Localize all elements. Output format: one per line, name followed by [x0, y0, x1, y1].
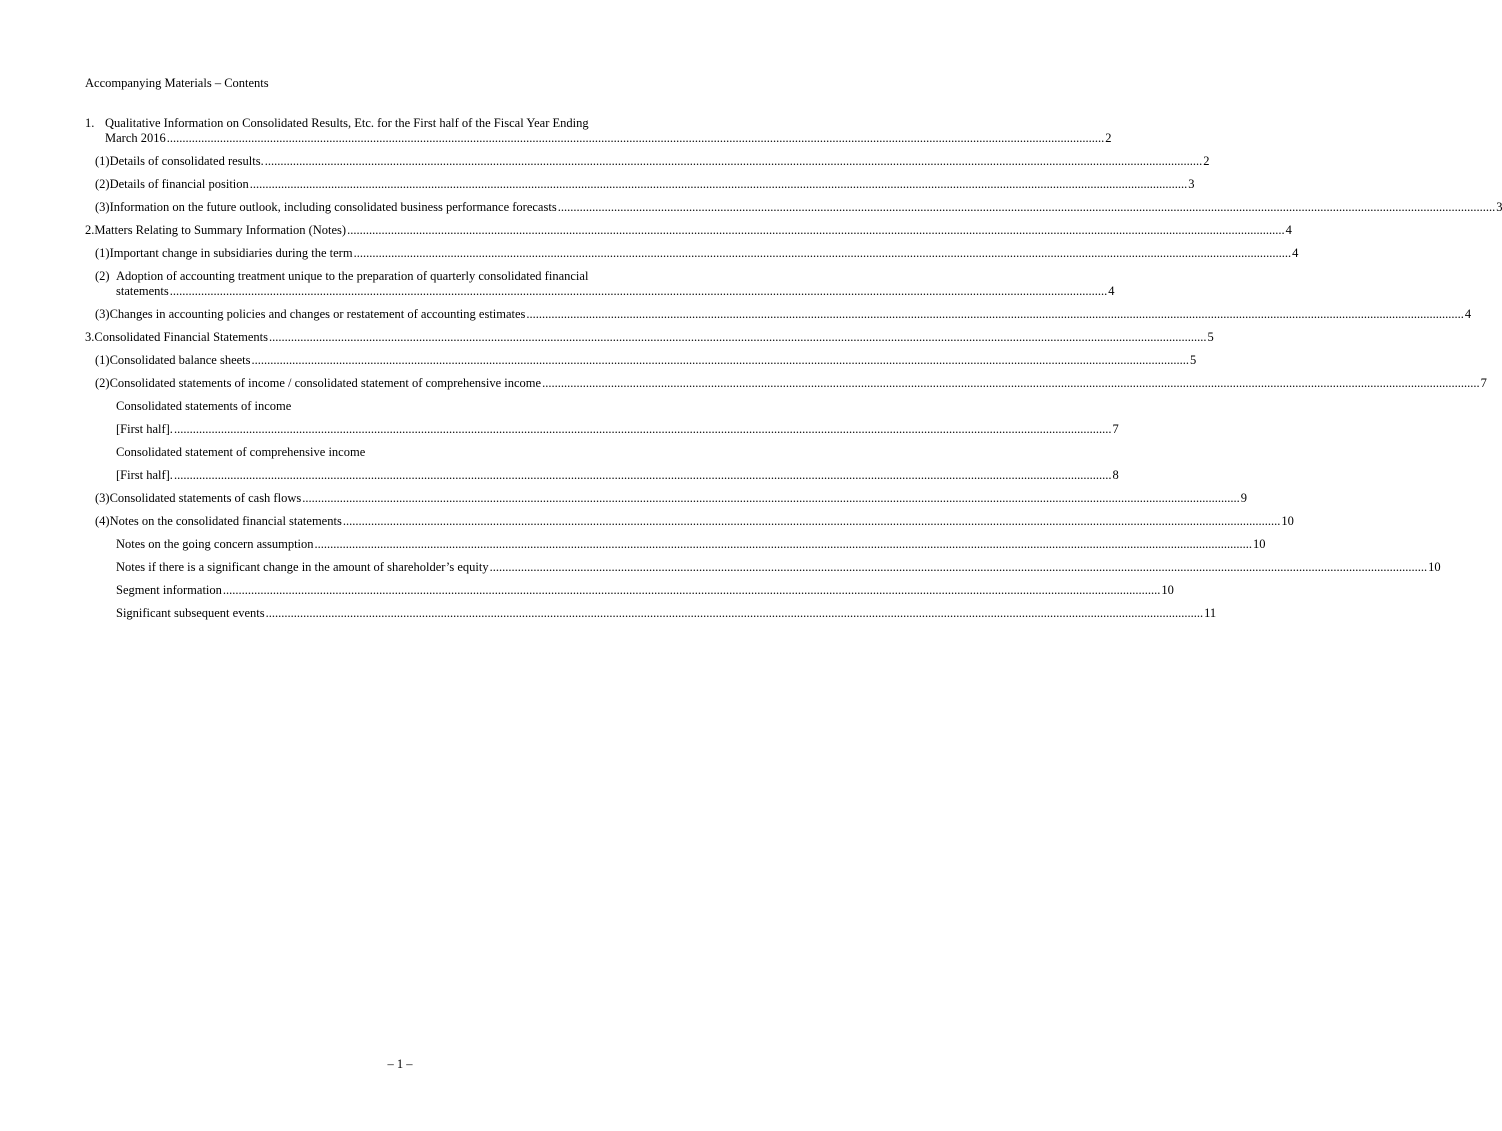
toc-entry-line: [116, 560, 1441, 575]
toc-entry-title: [First half].: [116, 468, 173, 482]
dot-leader: ............................................................................................................................................................................................................................................................................................................: [169, 284, 1108, 298]
toc-entry-title: Segment information: [116, 583, 222, 597]
toc-page-number: 4: [1464, 307, 1472, 321]
dot-leader: ............................................................................................................................................................................................................................................................................................................: [166, 131, 1105, 145]
toc-entry[interactable]: [85, 514, 1294, 529]
toc-entry-title: [First half].: [116, 422, 173, 436]
toc-entry[interactable]: [85, 246, 1299, 261]
toc-entry-title: Consolidated statements of cash flows: [109, 491, 302, 505]
dot-leader: ............................................................................................................................................................................................................................................................................................................: [173, 468, 1112, 482]
toc-entry: [85, 399, 714, 414]
toc-entry-title: statements: [116, 284, 169, 298]
toc-page-number: 2: [1203, 154, 1210, 168]
toc-entry[interactable]: [85, 560, 1441, 575]
toc-entry-line: [95, 269, 714, 284]
dot-leader: ............................................................................................................................................................................................................................................................................................................: [268, 330, 1207, 344]
toc-entry-title: Details of consolidated results.: [109, 154, 264, 168]
dot-leader: ............................................................................................................................................................................................................................................................................................................: [314, 537, 1253, 551]
toc-entry-title: Matters Relating to Summary Information (Notes): [94, 223, 347, 237]
toc-entry[interactable]: [85, 307, 1472, 322]
toc-entry-number: 1.: [85, 116, 95, 130]
dot-leader: ............................................................................................................................................................................................................................................................................................................: [251, 353, 1190, 367]
toc-entry-number: 2.: [85, 223, 95, 237]
toc-page-number: 4: [1108, 284, 1115, 298]
toc-entry-line: [116, 583, 1174, 598]
dot-leader: ............................................................................................................................................................................................................................................................................................................: [173, 422, 1112, 436]
toc-entry-title: Changes in accounting policies and changes or restatement of accounting estimates: [109, 307, 526, 321]
toc-entry-number: (1): [95, 154, 110, 168]
toc-entry-title: Qualitative Information on Consolidated Results, Etc. for the First half of the Fiscal Year Ending: [105, 116, 589, 130]
toc-entry-title: Adoption of accounting treatment unique to the preparation of quarterly consolidated financial: [116, 269, 589, 283]
toc-page-number: 5: [1207, 330, 1214, 344]
toc-entry[interactable]: [85, 154, 1210, 169]
toc-entry-title: Important change in subsidiaries during the term: [109, 246, 353, 260]
toc-entry-number: (4): [95, 514, 110, 528]
toc-entry[interactable]: [85, 468, 1119, 483]
dot-leader: ............................................................................................................................................................................................................................................................................................................: [557, 200, 1496, 214]
toc-entry[interactable]: [85, 269, 1115, 299]
toc-entry[interactable]: [85, 177, 1195, 192]
toc-entry-title: Information on the future outlook, including consolidated business performance forecasts: [109, 200, 557, 214]
toc-entry[interactable]: [85, 491, 1247, 506]
toc-entry-number: (1): [95, 353, 110, 367]
toc-entry-title: Consolidated Financial Statements: [94, 330, 268, 344]
dot-leader: ............................................................................................................................................................................................................................................................................................................: [249, 177, 1188, 191]
dot-leader: ............................................................................................................................................................................................................................................................................................................: [353, 246, 1292, 260]
toc-entry-number: (1): [95, 246, 110, 260]
toc-entry[interactable]: [85, 422, 1119, 437]
toc-page-number: 7: [1112, 422, 1119, 436]
toc-entry-line: [116, 468, 1119, 483]
toc-entry[interactable]: [85, 116, 1112, 146]
toc-entry[interactable]: [85, 606, 1217, 621]
toc-page-number: 10: [1253, 537, 1266, 551]
dot-leader: ............................................................................................................................................................................................................................................................................................................: [222, 583, 1161, 597]
toc-page-number: 3: [1496, 200, 1502, 214]
toc-entry-title: Consolidated statements of income / consolidated statement of comprehensive income: [109, 376, 542, 390]
toc-entry-title: Significant subsequent events: [116, 606, 265, 620]
toc-entry[interactable]: [85, 583, 1174, 598]
dot-leader: ............................................................................................................................................................................................................................................................................................................: [542, 376, 1480, 390]
toc-entry-number: (3): [95, 200, 110, 214]
dot-leader: ............................................................................................................................................................................................................................................................................................................: [347, 223, 1285, 237]
toc-entry-line: [95, 284, 1115, 299]
toc-page-number: 10: [1161, 583, 1174, 597]
toc-entry-line: [95, 491, 1247, 506]
dot-leader: ............................................................................................................................................................................................................................................................................................................: [489, 560, 1428, 574]
table-of-contents: [85, 116, 1502, 629]
toc-entry-line: [95, 307, 1472, 322]
toc-entry-number: (2): [95, 269, 110, 283]
toc-page-number: 2: [1105, 131, 1112, 145]
toc-subheading: Consolidated statements of income: [116, 399, 292, 413]
toc-entry-line: [85, 330, 1214, 345]
toc-entry-line: [116, 422, 1119, 437]
toc-entry-line: [95, 200, 1502, 215]
toc-page-number: 4: [1292, 246, 1299, 260]
toc-entry: [85, 445, 714, 460]
toc-entry-title: Notes on the going concern assumption: [116, 537, 314, 551]
toc-entry-line: [95, 353, 1197, 368]
dot-leader: ............................................................................................................................................................................................................................................................................................................: [302, 491, 1240, 505]
toc-entry-title: March 2016: [105, 131, 166, 145]
toc-entry-line: [116, 606, 1217, 621]
toc-page-number: 10: [1428, 560, 1441, 574]
toc-entry[interactable]: [85, 537, 1266, 552]
toc-entry-line: [116, 537, 1266, 552]
toc-entry-number: (2): [95, 376, 110, 390]
toc-entry-title: Notes if there is a significant change in the amount of shareholder’s equity: [116, 560, 489, 574]
toc-page-number: 10: [1281, 514, 1294, 528]
toc-entry-line: [95, 177, 1195, 192]
dot-leader: ............................................................................................................................................................................................................................................................................................................: [264, 154, 1203, 168]
toc-page-number: 9: [1240, 491, 1247, 505]
page-number: – 1 –: [387, 1057, 413, 1071]
toc-entry-title: Details of financial position: [109, 177, 249, 191]
toc-entry[interactable]: [85, 223, 1292, 238]
dot-leader: ............................................................................................................................................................................................................................................................................................................: [265, 606, 1204, 620]
toc-entry[interactable]: [85, 353, 1197, 368]
toc-entry-title: Consolidated balance sheets: [109, 353, 251, 367]
toc-entry-number: (2): [95, 177, 110, 191]
toc-page-number: 7: [1480, 376, 1487, 390]
toc-entry-line: [95, 376, 1487, 391]
toc-entry[interactable]: [85, 330, 1214, 345]
toc-entry-line: [85, 131, 1112, 146]
toc-entry-line: [85, 223, 1292, 238]
toc-page-number: 4: [1285, 223, 1292, 237]
toc-entry[interactable]: [85, 200, 1502, 215]
toc-entry[interactable]: [85, 376, 1487, 391]
toc-entry-line: [95, 514, 1294, 529]
dot-leader: ............................................................................................................................................................................................................................................................................................................: [526, 307, 1464, 321]
toc-entry-line: [85, 116, 714, 131]
toc-entry-number: (3): [95, 491, 110, 505]
toc-entry-line: [95, 246, 1299, 261]
toc-entry-number: (3): [95, 307, 110, 321]
dot-leader: ............................................................................................................................................................................................................................................................................................................: [342, 514, 1281, 528]
toc-page-number: 11: [1204, 606, 1217, 620]
toc-entry-line: [95, 154, 1210, 169]
toc-subheading: Consolidated statement of comprehensive income: [116, 445, 366, 459]
toc-entry-title: Notes on the consolidated financial statements: [109, 514, 342, 528]
document-title: Accompanying Materials – Contents: [85, 76, 269, 90]
toc-entry-number: 3.: [85, 330, 95, 344]
toc-page-number: 3: [1188, 177, 1195, 191]
toc-page-number: 8: [1112, 468, 1119, 482]
toc-page-number: 5: [1190, 353, 1197, 367]
